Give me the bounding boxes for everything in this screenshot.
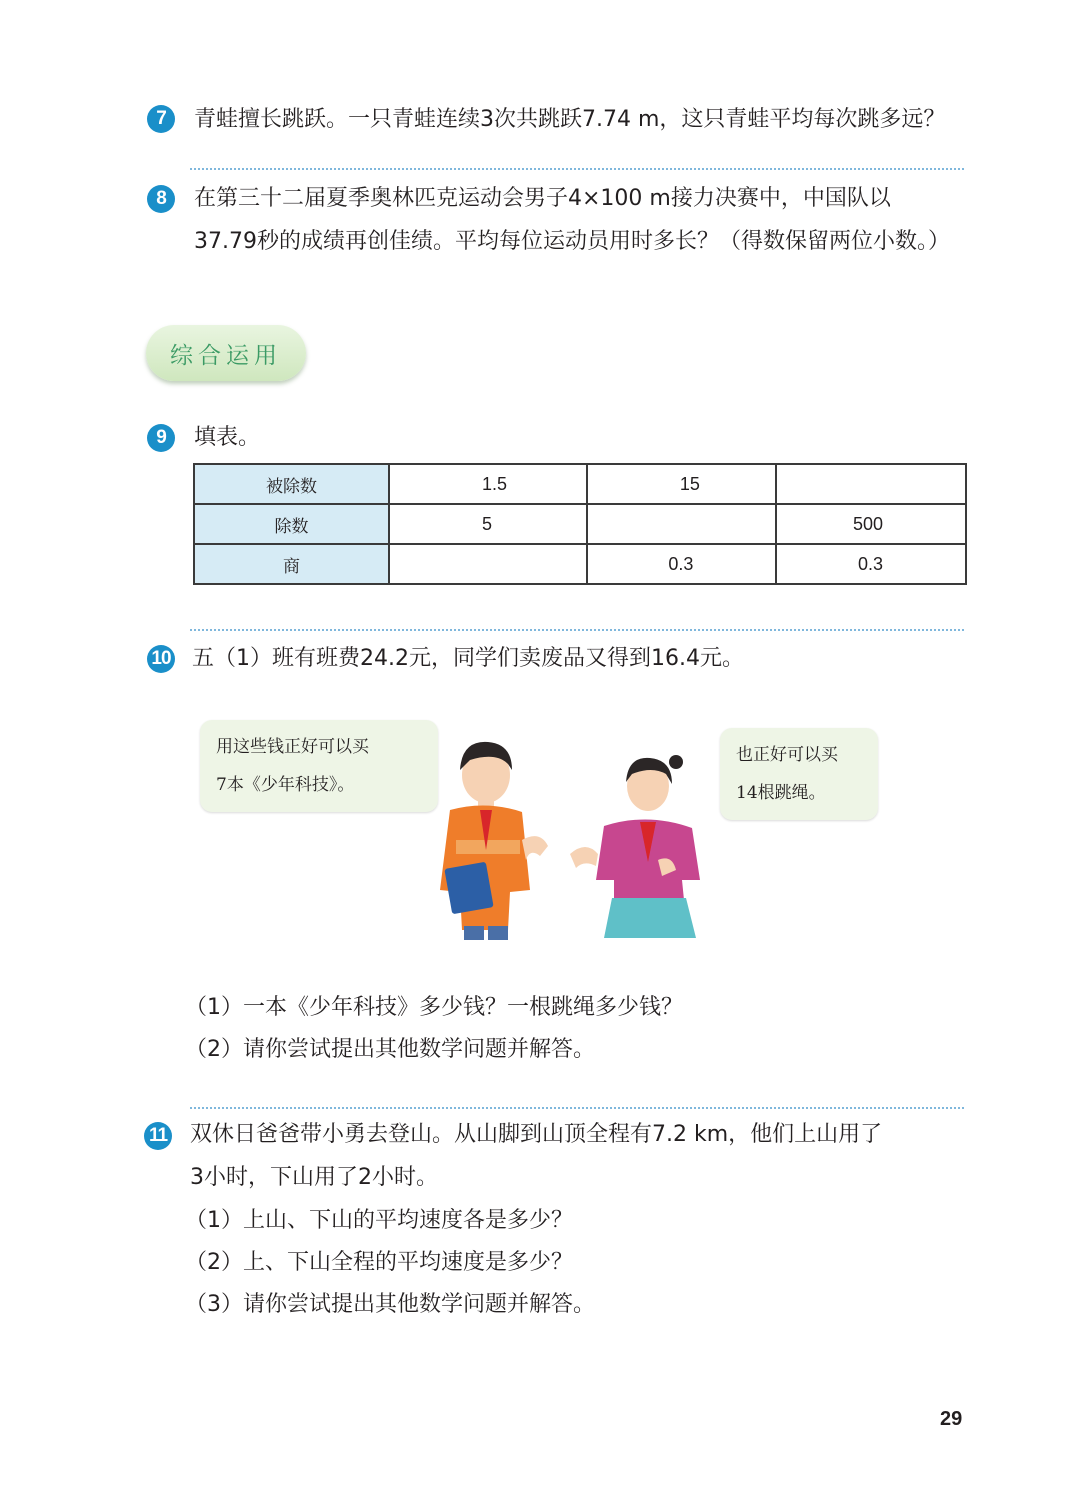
fill-in-table bbox=[193, 463, 967, 585]
table-row bbox=[194, 544, 966, 584]
table-cell: 0.3 bbox=[587, 544, 777, 584]
table-cell: 1.5 bbox=[389, 464, 587, 504]
girl-figure bbox=[570, 755, 700, 938]
table-cell-blank bbox=[587, 504, 777, 544]
bubble-line: 14根跳绳。 bbox=[736, 783, 826, 803]
table-row bbox=[194, 504, 966, 544]
question-number-8: 8 bbox=[147, 185, 175, 213]
table-cell: 500 bbox=[776, 504, 966, 544]
question-number-7: 7 bbox=[147, 105, 175, 133]
dotted-divider bbox=[190, 629, 964, 631]
students-illustration bbox=[400, 730, 730, 945]
table-row bbox=[194, 464, 966, 504]
question-number-11: 11 bbox=[144, 1122, 172, 1150]
table-cell: 0.3 bbox=[776, 544, 966, 584]
question-7-text: 青蛙擅长跳跃。一只青蛙连续3次共跳跃7.74 m，这只青蛙平均每次跳多远？ bbox=[194, 107, 946, 132]
table-cell: 5 bbox=[389, 504, 587, 544]
page-number: 29 bbox=[940, 1408, 963, 1430]
question-number-10: 10 bbox=[147, 645, 175, 673]
question-11-sub-1: （1）上山、下山的平均速度各是多少？ bbox=[185, 1208, 573, 1233]
table-cell-blank bbox=[389, 544, 587, 584]
dotted-divider bbox=[190, 168, 964, 170]
question-11-line-2: 3小时，下山用了2小时。 bbox=[190, 1165, 438, 1190]
question-9-text: 填表。 bbox=[194, 425, 261, 450]
question-11-sub-2: （2）上、下山全程的平均速度是多少？ bbox=[185, 1250, 573, 1275]
question-11-line-1: 双休日爸爸带小勇去登山。从山脚到山顶全程有7.2 km，他们上山用了 bbox=[190, 1122, 883, 1147]
question-8-line-2: 37.79秒的成绩再创佳绩。平均每位运动员用时多长？（得数保留两位小数。） bbox=[194, 229, 950, 254]
row-header: 除数 bbox=[194, 504, 389, 544]
question-10-text: 五（1）班有班费24.2元，同学们卖废品又得到16.4元。 bbox=[192, 646, 744, 671]
row-header: 被除数 bbox=[194, 464, 389, 504]
row-header: 商 bbox=[194, 544, 389, 584]
question-11-sub-3: （3）请你尝试提出其他数学问题并解答。 bbox=[185, 1292, 595, 1317]
table-cell-blank bbox=[776, 464, 966, 504]
question-number-9: 9 bbox=[147, 424, 175, 452]
speech-bubble-girl bbox=[720, 728, 878, 820]
bubble-line: 7本《少年科技》。 bbox=[216, 775, 355, 795]
bubble-line: 用这些钱正好可以买 bbox=[216, 737, 369, 757]
table-cell: 15 bbox=[587, 464, 777, 504]
question-10-sub-2: （2）请你尝试提出其他数学问题并解答。 bbox=[185, 1037, 595, 1062]
question-10-sub-1: （1）一本《少年科技》多少钱？一根跳绳多少钱？ bbox=[185, 995, 683, 1020]
dotted-divider bbox=[190, 1107, 964, 1109]
bubble-line: 也正好可以买 bbox=[736, 745, 838, 765]
boy-figure bbox=[440, 742, 548, 940]
question-8-line-1: 在第三十二届夏季奥林匹克运动会男子4×100 m接力决赛中，中国队以 bbox=[194, 186, 891, 211]
section-title: 综合运用 bbox=[146, 325, 306, 381]
